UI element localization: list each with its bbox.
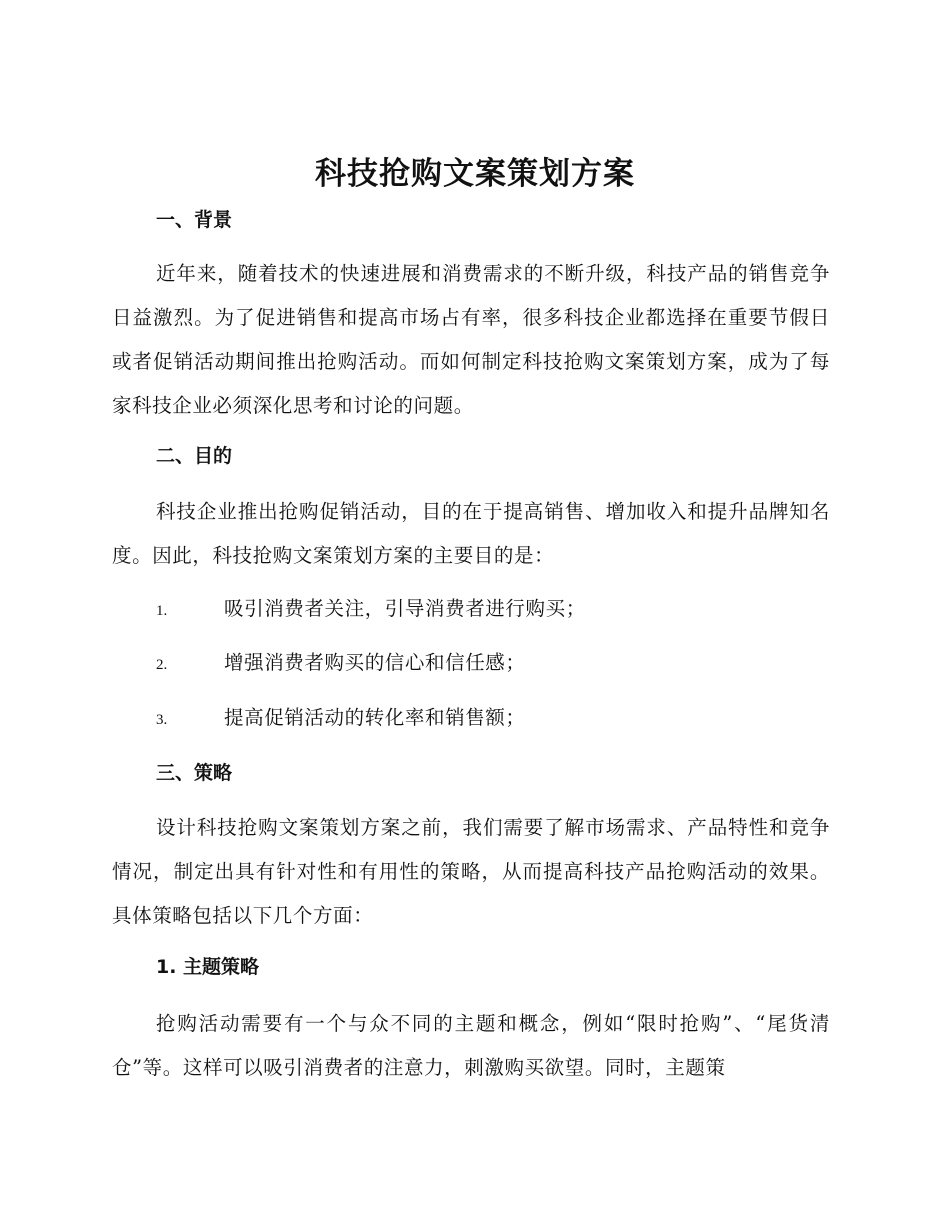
background-paragraph: 近年来，随着技术的快速进展和消费需求的不断升级，科技产品的销售竞争日益激烈。为了促进销售和提高市场占有率，很多科技企业都选择在重要节假日或者促销活动期间推出抢购活动。而如何制定科技抢购文案策划方案，成为了每家科技企业必须深化思考和讨论的问题。 — [112, 262, 830, 417]
list-item — [156, 594, 830, 626]
list-item-number: 1. — [156, 603, 168, 619]
list-item-text: 提高促销活动的转化率和销售额； — [224, 706, 526, 729]
strategy-paragraph: 设计科技抢购文案策划方案之前，我们需要了解市场需求、产品特性和竞争情况，制定出具有针对性和有用性的策略，从而提高科技产品抢购活动的效果。具体策略包括以下几个方面： — [112, 816, 830, 927]
theme-strategy-paragraph: 抢购活动需要有一个与众不同的主题和概念，例如“限时抢购”、“尾货清仓”等。这样可以吸引消费者的注意力，刺激购买欲望。同时，主题策 — [112, 1012, 830, 1079]
list-item — [156, 648, 830, 680]
section-heading-background: 一、背景 — [156, 209, 233, 231]
section-heading-strategy: 三、策略 — [156, 762, 233, 784]
list-item-number: 3. — [156, 712, 168, 728]
document-title: 科技抢购文案策划方案 — [315, 156, 635, 192]
list-item-text: 吸引消费者关注，引导消费者进行购买； — [224, 597, 586, 620]
purpose-paragraph: 科技企业推出抢购促销活动，目的在于提高销售、增加收入和提升品牌知名度。因此，科技抢购文案策划方案的主要目的是： — [112, 500, 830, 567]
list-item-text: 增强消费者购买的信心和信任感； — [224, 651, 526, 674]
sub-heading-theme-strategy: 1. 主题策略 — [156, 956, 260, 978]
list-item — [156, 703, 830, 735]
section-heading-purpose: 二、目的 — [156, 445, 233, 467]
list-item-number: 2. — [156, 657, 168, 673]
